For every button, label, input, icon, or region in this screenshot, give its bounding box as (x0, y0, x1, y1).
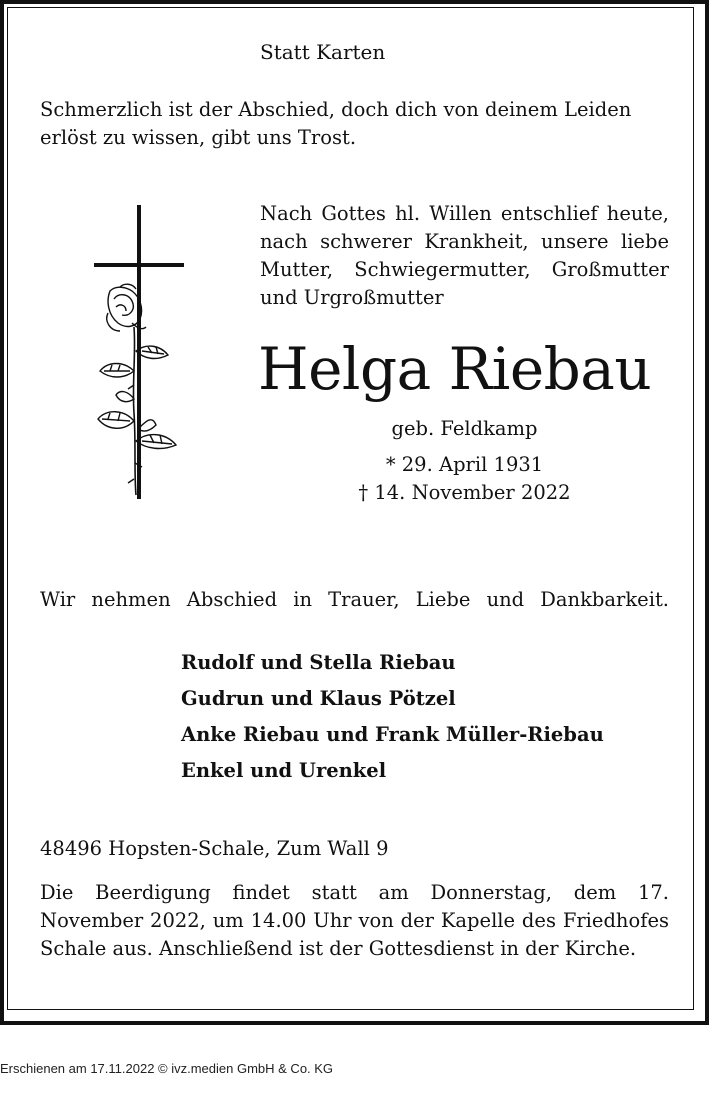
death-date: † 14. November 2022 (358, 481, 571, 504)
mourners-list (181, 645, 604, 789)
mourner-name: Enkel und Urenkel (181, 759, 387, 782)
family-address: 48496 Hopsten-Schale, Zum Wall 9 (40, 837, 389, 860)
statt-karten-header: Statt Karten (260, 40, 386, 64)
intro-quote: Schmerzlich ist der Abschied, doch dich von deinem Leiden erlöst zu wissen, gibt uns Trost. (40, 98, 632, 149)
publication-footer: Erschienen am 17.11.2022 © ivz.medien GmbH & Co. KG (0, 1061, 334, 1076)
mourner-name: Gudrun und Klaus Pötzel (181, 687, 456, 710)
birth-name: geb. Feldkamp (391, 417, 538, 440)
birth-date: * 29. April 1931 (385, 453, 544, 476)
cross-with-rose-icon (90, 203, 190, 503)
farewell-line: Wir nehmen Abschied in Trauer, Liebe und Dankbarkeit. (40, 588, 669, 611)
death-announcement-text: Nach Gottes hl. Willen entschlief heute, nach schwerer Krankheit, unsere liebe Mutter, Schwiegermutter, Großmutter und Urgroßmutter (260, 202, 669, 309)
mourner-name: Anke Riebau und Frank Müller-Riebau (181, 723, 604, 746)
funeral-information: Die Beerdigung findet statt am Donnerstag, dem 17. November 2022, um 14.00 Uhr von der Kapelle des Friedhofes Schale aus. Anschließend ist der Gottesdienst in der Kirche. (40, 881, 669, 960)
deceased-name: Helga Riebau (258, 335, 652, 403)
mourner-name: Rudolf und Stella Riebau (181, 651, 456, 674)
